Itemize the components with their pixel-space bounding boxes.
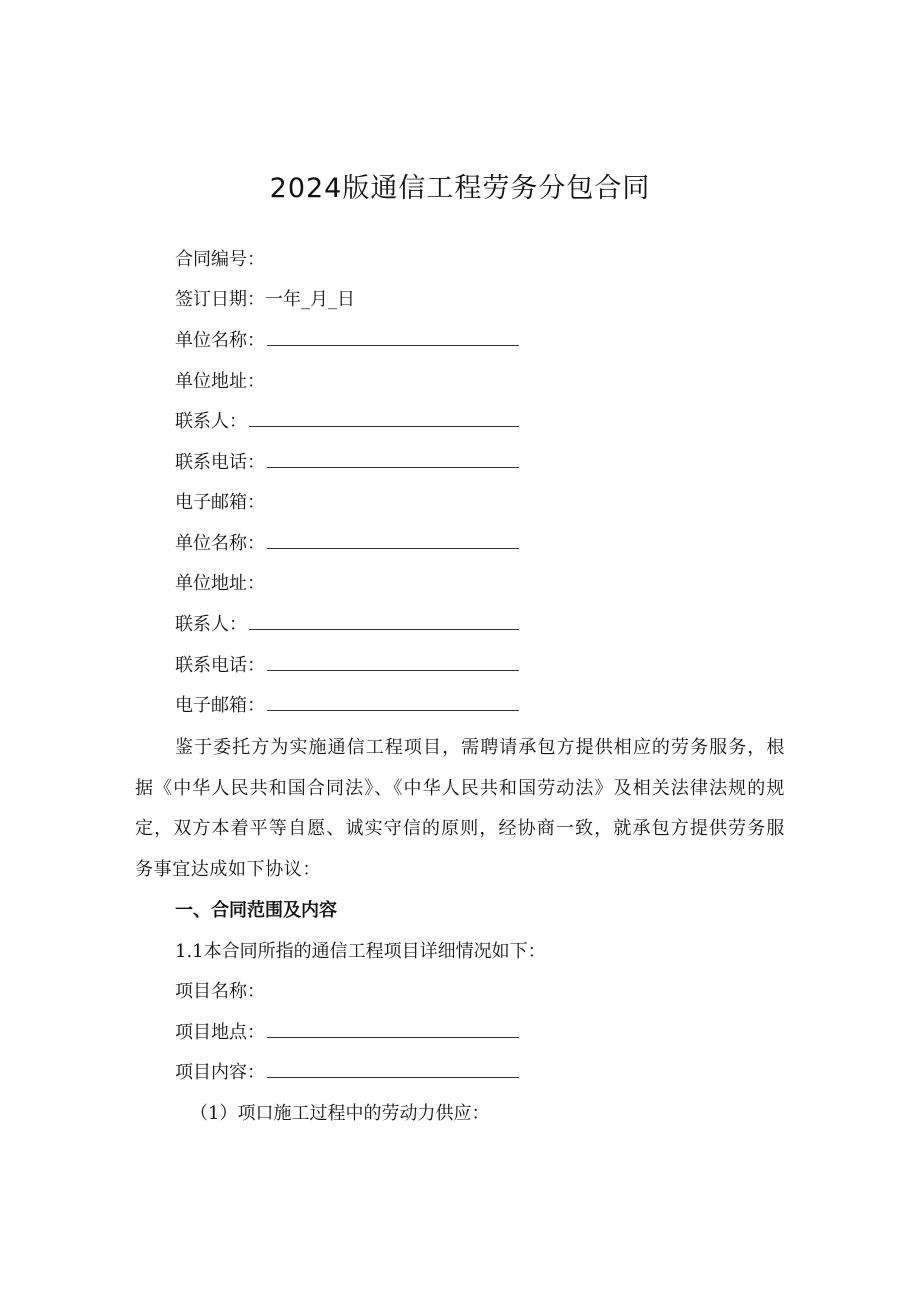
contract-number-label: 合同编号： [175, 249, 265, 270]
party-a-address-label: 单位地址： [175, 371, 265, 392]
party-b-unit-name-blank [267, 534, 519, 549]
party-a-contact-line [175, 410, 519, 434]
contract-number-line [175, 248, 265, 272]
party-b-contact-line [175, 613, 519, 637]
party-a-unit-name-blank [267, 331, 519, 346]
party-a-email-line [175, 491, 265, 515]
party-b-unit-name-line [175, 532, 519, 556]
party-b-phone-line [175, 654, 519, 678]
party-a-contact-blank [249, 412, 519, 427]
party-a-phone-label: 联系电话： [175, 452, 265, 473]
project-content-label: 项目内容： [175, 1062, 265, 1083]
party-b-address-line [175, 572, 265, 596]
project-name-label: 项目名称： [175, 981, 265, 1002]
party-b-email-blank [267, 696, 519, 711]
section-1-heading: 一、合同范围及内容 [175, 900, 337, 921]
party-a-phone-blank [267, 453, 519, 468]
project-content-blank [267, 1063, 519, 1078]
item-1-labor-supply: （1）项口施工过程中的劳动力供应： [190, 1103, 490, 1124]
party-a-phone-line [175, 451, 519, 475]
party-b-email-line [175, 694, 519, 718]
preamble-paragraph: 鉴于委托方为实施通信工程项目，需聘请承包方提供相应的劳务服务，根据《中华人民共和国合同法》、《中华人民共和国劳动法》及相关法律法规的规定，双方本着平等自愿、诚实守信的原则，经协商一致，就承包方提供劳务服务事宜达成如下协议： [135, 737, 785, 880]
document-title: 2024版通信工程劳务分包合同 [269, 173, 651, 204]
party-a-unit-name-label: 单位名称： [175, 330, 265, 351]
party-b-contact-label: 联系人： [175, 614, 247, 635]
project-location-blank [267, 1023, 519, 1038]
party-a-email-label: 电子邮箱： [175, 492, 265, 513]
party-b-unit-name-label: 单位名称： [175, 533, 265, 554]
party-b-contact-blank [249, 615, 519, 630]
sign-date-line [175, 288, 355, 312]
sign-date-label: 签订日期：一年_月_日 [175, 289, 355, 310]
project-name-line [175, 980, 265, 1004]
project-content-line [175, 1061, 519, 1085]
party-b-email-label: 电子邮箱： [175, 695, 265, 716]
party-a-contact-label: 联系人： [175, 411, 247, 432]
party-a-unit-name-line [175, 329, 519, 353]
project-location-line [175, 1021, 519, 1045]
party-b-address-label: 单位地址： [175, 573, 265, 594]
clause-1-1: 1.1本合同所指的通信工程项目详细情况如下： [175, 941, 546, 962]
project-location-label: 项目地点： [175, 1022, 265, 1043]
party-b-phone-blank [267, 656, 519, 671]
party-a-address-line [175, 370, 265, 394]
party-b-phone-label: 联系电话： [175, 655, 265, 676]
